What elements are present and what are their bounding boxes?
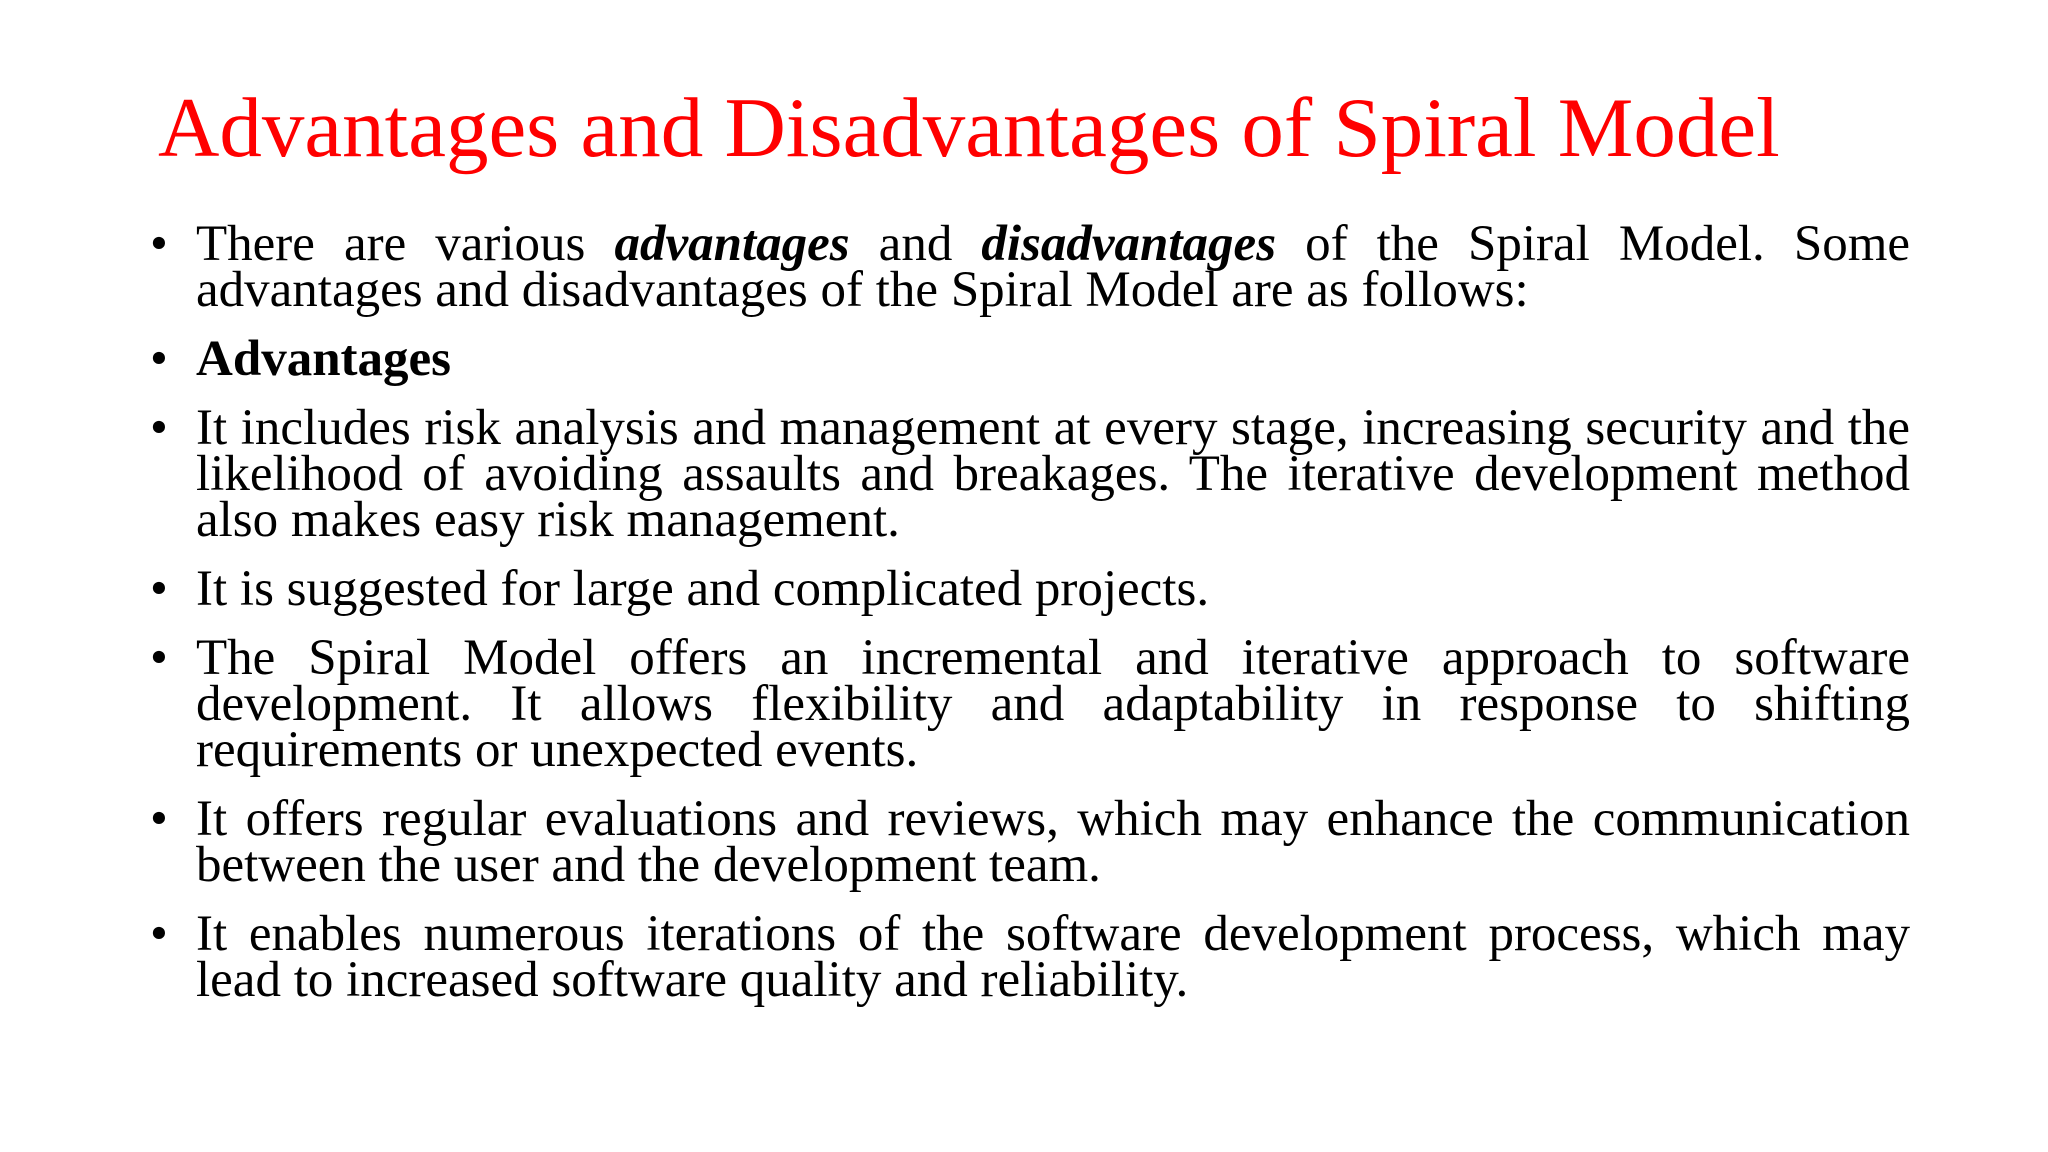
bullet-item xyxy=(150,906,1910,1008)
bullet-list xyxy=(150,216,1910,1026)
bullet-marker: • xyxy=(150,216,168,272)
bullet-marker: • xyxy=(150,331,168,387)
bullet-marker: • xyxy=(150,791,168,847)
bullet-marker: • xyxy=(150,906,168,962)
bullet-marker: • xyxy=(150,630,168,686)
bullet-item xyxy=(150,400,1910,548)
bullet-item xyxy=(150,630,1910,778)
bullet-item-text: It enables numerous iterations of the software development process, which may lead to increased software quality and reliability. xyxy=(196,906,1910,1008)
intro-emphasis-disadvantages: disadvantages xyxy=(981,216,1277,272)
bullet-intro xyxy=(150,216,1910,318)
bullet-item-text: It is suggested for large and complicated projects. xyxy=(196,561,1210,617)
bullet-marker: • xyxy=(150,400,168,456)
intro-emphasis-advantages: advantages xyxy=(614,216,850,272)
slide-title: Advantages and Disadvantages of Spiral Model xyxy=(158,81,1780,175)
bullet-item-text: It offers regular evaluations and reviews, which may enhance the communication between the user and the development team. xyxy=(196,791,1910,893)
advantages-heading: Advantages xyxy=(196,331,452,387)
bullet-heading-advantages xyxy=(150,331,1910,387)
intro-text-c: and xyxy=(849,216,982,272)
intro-text-e: of the Spiral Model. Some advantages and disadvantages of the Spiral Model are as follows: xyxy=(196,216,1910,318)
intro-text-a: There are various xyxy=(196,216,615,272)
bullet-item-text: The Spiral Model offers an incremental and iterative approach to software development. It allows flexibility and adaptability in response to shifting requirements or unexpected events. xyxy=(196,630,1910,778)
bullet-marker: • xyxy=(150,561,168,617)
bullet-item-text: It includes risk analysis and management at every stage, increasing security and the likelihood of avoiding assaults and breakages. The iterative development method also makes easy risk management. xyxy=(196,400,1910,548)
bullet-item xyxy=(150,791,1910,893)
bullet-item xyxy=(150,561,1910,617)
